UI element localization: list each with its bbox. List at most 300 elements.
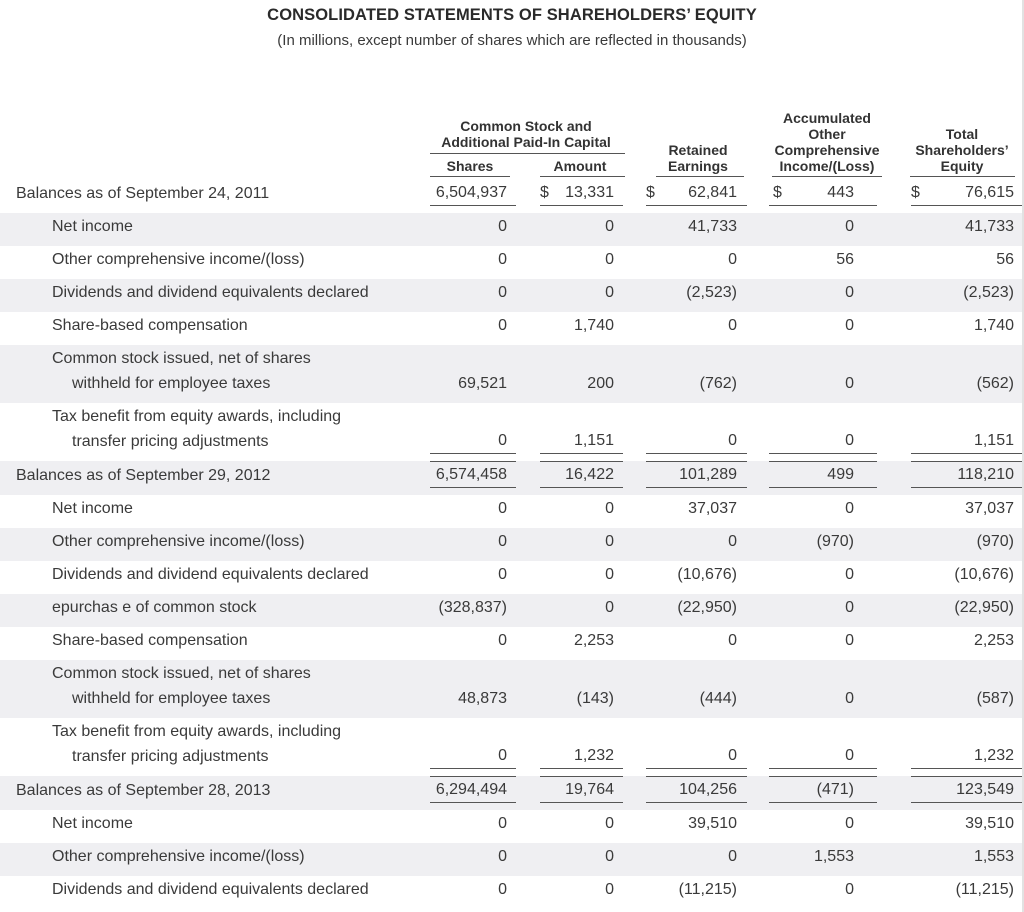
cell-value-box [769, 180, 877, 206]
header-retained-rule [656, 176, 744, 177]
cell-value-box [646, 811, 747, 836]
cell-value-box [769, 686, 877, 711]
value-cell [747, 660, 877, 718]
value-cell [623, 279, 747, 312]
value-cell [424, 312, 516, 345]
row-label [0, 312, 424, 345]
cell-value-box [769, 461, 877, 488]
row-label-text: Share-based compensation [52, 632, 248, 649]
value-cell [877, 312, 1024, 345]
value-cell [516, 312, 623, 345]
value-cell [516, 345, 623, 403]
cell-value-box [769, 628, 877, 653]
value-cell [516, 810, 623, 843]
row-label-text: Tax benefit from equity awards, including [52, 723, 342, 740]
cell-value: (762) [699, 375, 737, 392]
cell-value: 0 [605, 566, 614, 583]
value-cell [877, 246, 1024, 279]
table-row [0, 213, 1024, 246]
value-cell [747, 246, 877, 279]
value-cell [516, 495, 623, 528]
value-cell [747, 843, 877, 876]
cell-value-box [911, 280, 1024, 305]
cell-value-box [540, 811, 623, 836]
table-row [0, 495, 1024, 528]
value-cell [623, 627, 747, 660]
value-cell [747, 528, 877, 561]
cell-value: 0 [605, 881, 614, 898]
table-row [0, 461, 1024, 495]
cell-value-box [430, 428, 516, 454]
cell-value: 16,422 [565, 466, 614, 483]
cell-value-box [769, 844, 877, 869]
value-cell [747, 810, 877, 843]
cell-value-box [911, 743, 1024, 769]
cell-value: 118,210 [957, 466, 1014, 483]
cell-value: 0 [845, 690, 854, 707]
table-row [0, 561, 1024, 594]
cell-value: 1,740 [973, 317, 1014, 334]
cell-value: 0 [845, 747, 854, 764]
value-cell [623, 561, 747, 594]
header-aoci-line4: Income/(Loss) [779, 158, 875, 174]
row-label-continuation: withheld for employee taxes [72, 375, 271, 392]
row-label-text: Other comprehensive income/(loss) [52, 251, 305, 268]
header-total-line3: Equity [940, 158, 984, 174]
cell-value-box [540, 562, 623, 587]
cell-value: 0 [498, 432, 507, 449]
equity-table-body [0, 180, 1024, 909]
cell-value-box [911, 496, 1024, 521]
cell-value-box [769, 371, 877, 396]
cell-value-box [430, 247, 516, 272]
row-label-text: Share-based compensation [52, 317, 248, 334]
cell-value-box [430, 371, 516, 396]
page-title: CONSOLIDATED STATEMENTS OF SHAREHOLDERS’ EQUITY [267, 6, 757, 24]
row-label [0, 461, 424, 495]
value-cell [877, 627, 1024, 660]
cell-value: 13,331 [565, 184, 614, 201]
header-common-stock-line1: Common Stock and [460, 118, 592, 134]
row-label [0, 495, 424, 528]
value-cell [623, 403, 747, 461]
cell-value-box [769, 562, 877, 587]
row-label [0, 627, 424, 660]
table-row [0, 312, 1024, 345]
cell-value-box [911, 686, 1024, 711]
cell-value: 0 [728, 317, 737, 334]
cell-value-box [769, 776, 877, 803]
row-label [0, 876, 424, 909]
value-cell [623, 180, 747, 213]
value-cell [424, 810, 516, 843]
cell-value: 1,232 [573, 747, 614, 764]
row-label [0, 561, 424, 594]
cell-value-box [769, 280, 877, 305]
value-cell [424, 876, 516, 909]
value-cell [747, 776, 877, 810]
table-row [0, 843, 1024, 876]
cell-value-box [430, 595, 516, 620]
cell-value-box [911, 811, 1024, 836]
cell-value-box [646, 628, 747, 653]
value-cell [877, 403, 1024, 461]
cell-value-box [646, 371, 747, 396]
row-label-text: Net income [52, 218, 133, 235]
cell-value-box [540, 280, 623, 305]
row-label-continuation: transfer pricing adjustments [72, 748, 269, 765]
cell-value-box [540, 180, 623, 206]
table-row [0, 718, 1024, 776]
cell-value: (10,676) [677, 566, 737, 583]
cell-value-box [646, 743, 747, 769]
cell-value-box [769, 428, 877, 454]
row-label [0, 660, 424, 718]
currency-symbol: $ [540, 184, 549, 201]
cell-value: 76,615 [965, 184, 1014, 201]
cell-value: 0 [498, 533, 507, 550]
value-cell [877, 345, 1024, 403]
cell-value-box [769, 214, 877, 239]
cell-value-box [769, 811, 877, 836]
value-cell [877, 561, 1024, 594]
cell-value-box [911, 529, 1024, 554]
value-cell [623, 528, 747, 561]
cell-value-box [430, 743, 516, 769]
cell-value: 0 [605, 218, 614, 235]
cell-value-box [911, 371, 1024, 396]
table-row [0, 528, 1024, 561]
value-cell [623, 876, 747, 909]
table-row [0, 627, 1024, 660]
cell-value-box [769, 529, 877, 554]
cell-value: 0 [728, 432, 737, 449]
value-cell [747, 312, 877, 345]
cell-value: 104,256 [679, 781, 737, 798]
cell-value: 2,253 [973, 632, 1014, 649]
value-cell [623, 213, 747, 246]
cell-value-box [540, 743, 623, 769]
cell-value-box [646, 595, 747, 620]
cell-value: 2,253 [573, 632, 614, 649]
value-cell [877, 810, 1024, 843]
row-label-text: Net income [52, 815, 133, 832]
cell-value: 0 [498, 317, 507, 334]
value-cell [623, 345, 747, 403]
cell-value: 37,037 [688, 500, 737, 517]
cell-value: 1,553 [813, 848, 854, 865]
row-label [0, 776, 424, 810]
cell-value-box [646, 280, 747, 305]
value-cell [516, 594, 623, 627]
cell-value: 0 [728, 533, 737, 550]
cell-value: (22,950) [954, 599, 1014, 616]
header-common-stock-rule [430, 153, 625, 154]
row-label-text: Tax benefit from equity awards, including [52, 408, 342, 425]
cell-value-box [430, 776, 516, 803]
cell-value-box [646, 877, 747, 902]
cell-value: 0 [498, 284, 507, 301]
cell-value-box [430, 686, 516, 711]
value-cell [747, 461, 877, 495]
cell-value: 101,289 [679, 466, 737, 483]
header-aoci-rule [772, 176, 882, 177]
value-cell [424, 403, 516, 461]
value-cell [747, 403, 877, 461]
cell-value: 6,294,494 [435, 781, 507, 798]
cell-value-box [769, 743, 877, 769]
table-row [0, 876, 1024, 909]
cell-value: 56 [836, 251, 854, 268]
cell-value-box [540, 496, 623, 521]
row-label [0, 345, 424, 403]
cell-value-box [911, 844, 1024, 869]
cell-value: (2,523) [963, 284, 1014, 301]
cell-value-box [646, 313, 747, 338]
cell-value-box [769, 496, 877, 521]
value-cell [877, 776, 1024, 810]
cell-value: 0 [845, 881, 854, 898]
cell-value-box [540, 313, 623, 338]
cell-value-box [540, 214, 623, 239]
value-cell [623, 660, 747, 718]
row-label-text: Balances as of September 28, 2013 [16, 782, 271, 799]
cell-value: (444) [699, 690, 737, 707]
header-amount-rule [540, 176, 625, 177]
header-shares-rule [430, 176, 510, 177]
cell-value: 0 [498, 500, 507, 517]
cell-value: 0 [845, 566, 854, 583]
cell-value: (328,837) [438, 599, 507, 616]
cell-value: 0 [728, 848, 737, 865]
cell-value-box [911, 776, 1024, 803]
header-total-line1: Total [945, 126, 979, 142]
cell-value: 41,733 [688, 218, 737, 235]
value-cell [516, 660, 623, 718]
cell-value: (587) [976, 690, 1014, 707]
cell-value-box [911, 877, 1024, 902]
row-label-continuation: withheld for employee taxes [72, 690, 271, 707]
cell-value-box [646, 529, 747, 554]
value-cell [424, 660, 516, 718]
header-shares: Shares [446, 158, 494, 174]
value-cell [424, 345, 516, 403]
cell-value-box [769, 313, 877, 338]
row-label-text: Other comprehensive income/(loss) [52, 848, 305, 865]
value-cell [747, 495, 877, 528]
value-cell [424, 180, 516, 213]
value-cell [516, 461, 623, 495]
value-cell [623, 843, 747, 876]
cell-value: 0 [498, 747, 507, 764]
cell-value: 0 [845, 500, 854, 517]
cell-value-box [430, 280, 516, 305]
value-cell [623, 718, 747, 776]
header-common-stock-line2: Additional Paid-In Capital [441, 134, 611, 150]
currency-symbol: $ [646, 184, 655, 201]
cell-value: 443 [827, 184, 854, 201]
value-cell [877, 843, 1024, 876]
cell-value-box [646, 496, 747, 521]
cell-value: (970) [816, 533, 854, 550]
value-cell [516, 246, 623, 279]
cell-value-box [430, 313, 516, 338]
header-retained-line1: Retained [668, 142, 728, 158]
value-cell [747, 718, 877, 776]
cell-value: (22,950) [677, 599, 737, 616]
table-row [0, 403, 1024, 461]
header-total [900, 126, 1024, 174]
table-row [0, 810, 1024, 843]
cell-value: 19,764 [565, 781, 614, 798]
row-label [0, 279, 424, 312]
row-label-text: Dividends and dividend equivalents declared [52, 881, 369, 898]
cell-value: 37,037 [965, 500, 1014, 517]
table-row [0, 345, 1024, 403]
value-cell [747, 627, 877, 660]
value-cell [424, 627, 516, 660]
row-label [0, 403, 424, 461]
cell-value-box [911, 628, 1024, 653]
cell-value: 41,733 [965, 218, 1014, 235]
cell-value: 56 [996, 251, 1014, 268]
cell-value-box [430, 811, 516, 836]
value-cell [877, 876, 1024, 909]
value-cell [516, 776, 623, 810]
cell-value-box [540, 529, 623, 554]
cell-value: 0 [728, 251, 737, 268]
value-cell [877, 660, 1024, 718]
value-cell [424, 461, 516, 495]
header-total-line2: Shareholders’ [915, 142, 1009, 158]
cell-value: 1,740 [573, 317, 614, 334]
value-cell [623, 495, 747, 528]
value-cell [877, 279, 1024, 312]
value-cell [747, 213, 877, 246]
cell-value: 0 [845, 218, 854, 235]
header-aoci [760, 110, 894, 174]
value-cell [516, 403, 623, 461]
cell-value-box [430, 628, 516, 653]
cell-value: (11,215) [678, 881, 737, 898]
cell-value-box [646, 428, 747, 454]
cell-value: (2,523) [686, 284, 737, 301]
value-cell [516, 843, 623, 876]
row-label-text: Net income [52, 500, 133, 517]
cell-value: 69,521 [458, 375, 507, 392]
cell-value: 0 [498, 815, 507, 832]
value-cell [516, 528, 623, 561]
cell-value-box [769, 595, 877, 620]
cell-value-box [430, 529, 516, 554]
cell-value: (970) [976, 533, 1014, 550]
cell-value-box [540, 877, 623, 902]
value-cell [424, 246, 516, 279]
row-label-text: Balances as of September 29, 2012 [16, 467, 271, 484]
header-amount: Amount [553, 158, 607, 174]
cell-value-box [430, 461, 516, 488]
header-common-stock [424, 118, 628, 150]
value-cell [424, 594, 516, 627]
cell-value: 39,510 [688, 815, 737, 832]
cell-value: 0 [728, 632, 737, 649]
row-label-continuation: transfer pricing adjustments [72, 433, 269, 450]
cell-value: 0 [845, 432, 854, 449]
cell-value-box [911, 247, 1024, 272]
cell-value-box [646, 214, 747, 239]
cell-value-box [540, 461, 623, 488]
cell-value-box [646, 844, 747, 869]
cell-value: (10,676) [954, 566, 1014, 583]
cell-value-box [430, 562, 516, 587]
value-cell [424, 843, 516, 876]
value-cell [877, 594, 1024, 627]
row-label [0, 718, 424, 776]
cell-value: 0 [498, 251, 507, 268]
cell-value: 0 [605, 599, 614, 616]
cell-value-box [540, 371, 623, 396]
currency-symbol: $ [911, 184, 920, 201]
row-label-text: Balances as of September 24, 2011 [16, 185, 270, 202]
cell-value-box [430, 877, 516, 902]
cell-value: 39,510 [965, 815, 1014, 832]
cell-value: 0 [845, 375, 854, 392]
cell-value-box [769, 877, 877, 902]
cell-value-box [430, 214, 516, 239]
cell-value: 0 [845, 815, 854, 832]
value-cell [516, 627, 623, 660]
value-cell [747, 279, 877, 312]
value-cell [623, 312, 747, 345]
value-cell [424, 776, 516, 810]
cell-value-box [646, 180, 747, 206]
cell-value: 0 [605, 500, 614, 517]
value-cell [747, 594, 877, 627]
cell-value-box [646, 776, 747, 803]
row-label [0, 180, 424, 213]
row-label-text: Common stock issued, net of shares [52, 350, 311, 367]
cell-value: 48,873 [458, 690, 507, 707]
header-retained-line2: Earnings [668, 158, 728, 174]
value-cell [516, 213, 623, 246]
cell-value: 1,151 [973, 432, 1014, 449]
cell-value-box [430, 844, 516, 869]
row-label-text: Dividends and dividend equivalents declared [52, 284, 369, 301]
value-cell [516, 876, 623, 909]
table-row [0, 660, 1024, 718]
value-cell [424, 279, 516, 312]
cell-value: 0 [498, 218, 507, 235]
row-label [0, 528, 424, 561]
value-cell [877, 180, 1024, 213]
value-cell [623, 810, 747, 843]
row-label [0, 246, 424, 279]
equity-table [0, 180, 1024, 909]
value-cell [424, 561, 516, 594]
header-total-rule [910, 176, 1015, 177]
cell-value-box [540, 686, 623, 711]
value-cell [516, 180, 623, 213]
cell-value-box [540, 628, 623, 653]
row-label [0, 213, 424, 246]
value-cell [424, 495, 516, 528]
cell-value: 1,232 [973, 747, 1014, 764]
cell-value-box [540, 776, 623, 803]
row-label-text: Other comprehensive income/(loss) [52, 533, 305, 550]
table-row [0, 279, 1024, 312]
value-cell [424, 718, 516, 776]
cell-value-box [911, 428, 1024, 454]
